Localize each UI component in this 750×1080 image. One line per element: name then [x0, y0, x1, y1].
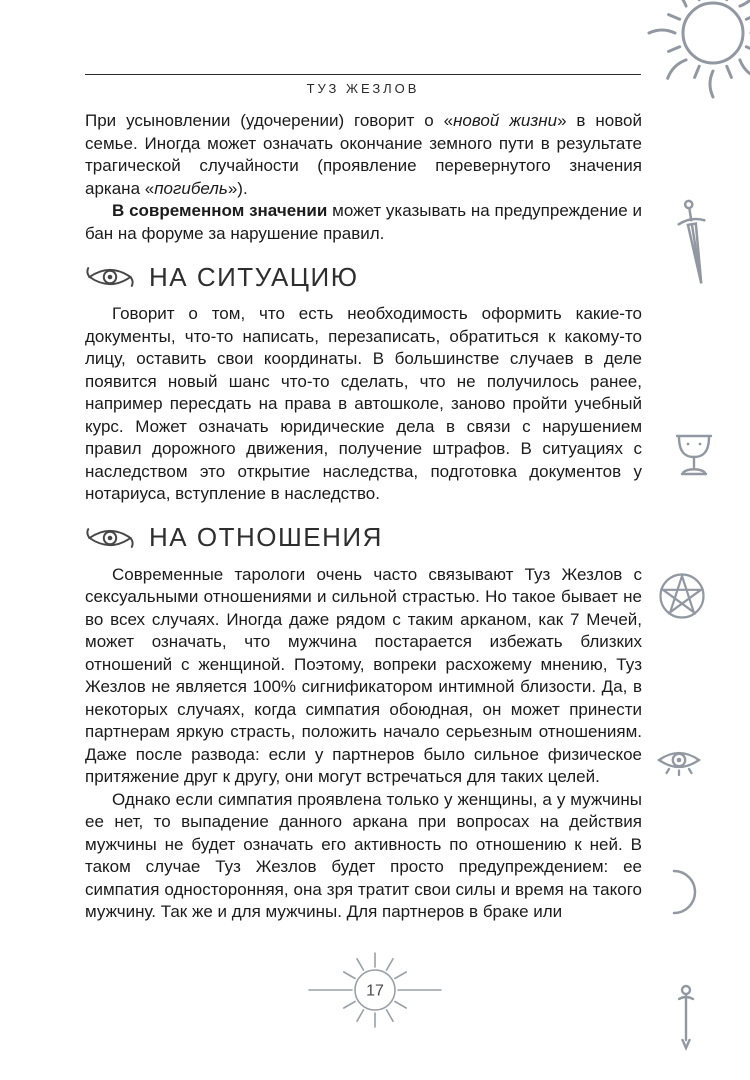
eye-ornament-icon: [85, 522, 135, 554]
eye-icon: [656, 746, 702, 785]
paragraph-text: При усыновлении (удочерении) говорит о «: [85, 111, 454, 130]
eye-ornament-icon: [85, 261, 135, 293]
section-heading-situation: [85, 261, 642, 293]
sword-icon: [672, 196, 718, 297]
italic-term: погибель: [154, 178, 228, 198]
text-column: [85, 110, 642, 924]
section-title: НА СИТУАЦИЮ: [149, 261, 359, 292]
section-title: НА ОТНОШЕНИЯ: [149, 522, 383, 553]
italic-term: новой жизни: [453, 111, 558, 130]
paragraph: Однако если симпатия проявлена только у женщины, а у мужчины ее нет, то выпадение данного аркана при вопросах на действия мужчины не будет означать его активность по отношению к ней. В таком случае Туз Жезлов будет просто предупреждением: ее симпатия односторонняя, она зря тратит свои силы и время на такого мужчину. Так же и для мужчины. Для партнеров в браке или: [85, 789, 642, 921]
sun-icon: [628, 0, 750, 123]
page-number: 17: [366, 982, 384, 1000]
chalice-icon: [672, 430, 716, 485]
paragraph: Современные тарологи очень часто связывают Туз Жезлов с сексуальными отношениями и сильной страстью. Но такое бывает не во всех случаях. Иногда даже рядом с таким арканом, как 7 Мечей, может означать, что мужчина постарается избежать близких отношений с женщиной. Поэтому, вопреки расхожему мнению, Туз Жезлов не является 100% сигнификатором интимной близости. Да, в некоторых случаях, когда симпатия обоюдная, он может принести партнерам яркую страсть, положить начало серьезным отношениям. Даже после развода: если у партнеров было сильное физическое притяжение друг к другу, они могут встречаться для таких целей.: [85, 564, 642, 786]
paragraph: Говорит о том, что есть необходимость оформить какие-то документы, что-то написать, перезаписать, обратиться к какому-то лицу, оставить свои координаты. В большинстве случаев в деле появится новый шанс что-то сделать, что не получилось ранее, например пересдать на права в автошколе, заново пройти учебный курс. Может означать юридические дела в связи с нарушением правил дорожного движения, получение штрафов. В ситуациях с наследством это открытие наследства, подготовка документов у нотариуса, вступление в наследство.: [85, 304, 642, 503]
paragraph: [85, 110, 642, 200]
section-heading-relationships: [85, 522, 642, 554]
bold-lead: В современном значении: [112, 201, 328, 220]
paragraph-text: »).: [227, 178, 248, 198]
paragraph-text: может указывать на предупреждение и бан на форуме за нарушение правил.: [85, 201, 642, 243]
paragraph: [85, 200, 642, 245]
page-number-ornament: [300, 946, 450, 1039]
pentagram-icon: [658, 572, 706, 625]
wand-icon: [668, 982, 704, 1057]
paragraph-text: » в новой семье. Иногда может означать окончание земного пути в результате трагической случайности (проявление перевернутого значения аркана «: [85, 111, 642, 198]
crescent-moon-icon: [660, 866, 706, 925]
running-head: ТУЗ ЖЕЗЛОВ: [306, 81, 420, 96]
header-rule: [85, 74, 641, 75]
